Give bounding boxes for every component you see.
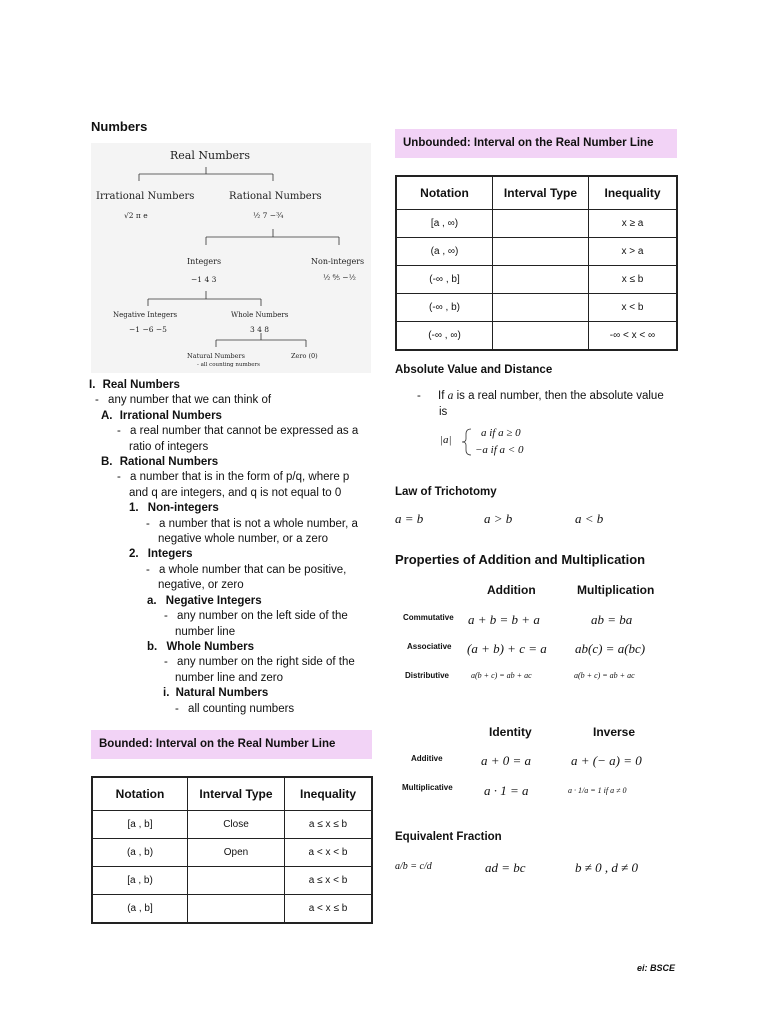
table-cell: [493, 266, 589, 294]
tree-non-integers-examples: ½ ⁶⁄₅ −½: [323, 273, 356, 282]
outline-i-title: Real Numbers: [102, 379, 180, 391]
outline-text: negative whole number, or a zero: [158, 533, 329, 546]
outline-b-desc: [89, 470, 374, 485]
associative-addition: (a + b) + c = a: [467, 641, 547, 656]
outline-b-desc-cont: [89, 486, 374, 501]
tree-whole-numbers: Whole Numbers: [231, 311, 289, 319]
tree-integers-examples: −1 4 3: [191, 275, 217, 284]
label-additive: Additive: [411, 754, 443, 763]
label-commutative: Commutative: [403, 613, 454, 622]
outline-b-title: Rational Numbers: [119, 456, 219, 469]
tree-real-numbers: Real Numbers: [170, 149, 250, 162]
outline-1-label: 1.: [129, 502, 139, 515]
table-row: [396, 294, 677, 322]
table-cell: [493, 322, 589, 351]
outline-text: all counting numbers: [188, 702, 295, 715]
table-cell: (-∞ , ∞): [396, 322, 493, 351]
absolute-case2: −a if a < 0: [475, 444, 524, 456]
outline-text: number line: [175, 625, 236, 638]
col-multiplication: Multiplication: [577, 583, 655, 597]
bullet-dash: -: [175, 702, 179, 715]
equivalent-fraction-expr: a/b = c/d: [395, 861, 432, 872]
trichotomy-eq-1: a = b: [395, 511, 424, 526]
bullet-dash: -: [146, 517, 150, 530]
table-row: [92, 839, 372, 867]
outline-2-desc: [89, 563, 374, 578]
absolute-text: is a real number, then the absolute value: [453, 390, 664, 402]
outline-text: number line and zero: [175, 671, 284, 684]
tree-negative-integers-examples: −1 −6 −5: [129, 325, 167, 334]
outline-text: any number on the right side of the: [177, 656, 355, 669]
bounded-col-notation: Notation: [92, 777, 188, 811]
absolute-value-heading: Absolute Value and Distance: [395, 364, 553, 376]
absolute-text: If: [438, 390, 448, 402]
outline-1-title: Non-integers: [147, 502, 219, 515]
table-cell: (a , b): [92, 839, 188, 867]
multiplicative-identity: a · 1 = a: [484, 783, 529, 798]
unbounded-col-notation: Notation: [396, 176, 493, 210]
table-cell: -∞ < x < ∞: [589, 322, 678, 351]
table-cell: [a , ∞): [396, 210, 493, 238]
trichotomy-eq-2: a > b: [484, 511, 513, 526]
outline-text: any number on the left side of the: [177, 610, 348, 623]
table-cell: Close: [188, 811, 285, 839]
outline-text: a number that is not a whole number, a: [159, 517, 358, 530]
table-row: [92, 811, 372, 839]
outline-text: ratio of integers: [129, 440, 209, 453]
outline-b-lower-desc-cont: [89, 671, 374, 686]
table-row: [92, 895, 372, 924]
tree-integers: Integers: [187, 257, 222, 266]
equivalent-fraction-eq2: b ≠ 0 , d ≠ 0: [575, 860, 639, 875]
table-cell: [493, 294, 589, 322]
table-cell: [493, 210, 589, 238]
outline-b: [89, 455, 374, 470]
outline-a-lower-title: Negative Integers: [165, 594, 262, 607]
bounded-banner: Bounded: Interval on the Real Number Line: [91, 730, 372, 759]
outline-a-desc-cont: [89, 440, 374, 455]
table-cell: x < b: [589, 294, 678, 322]
table-cell: x > a: [589, 238, 678, 266]
outline-i-label: I.: [89, 379, 96, 391]
table-row: [92, 867, 372, 895]
bullet-dash: -: [146, 563, 150, 576]
associative-multiplication: ab(c) = a(bc): [575, 641, 646, 656]
tree-natural-numbers-note: - all counting numbers: [197, 362, 260, 368]
absolute-value-line1: [417, 390, 664, 402]
table-cell: x ≥ a: [589, 210, 678, 238]
bullet-dash: -: [164, 656, 168, 669]
table-row: [396, 238, 677, 266]
tree-rational-examples: ½ 7 −¾: [253, 211, 284, 220]
distributive-multiplication: a(b + c) = ab + ac: [574, 671, 635, 680]
bullet-dash: -: [164, 610, 168, 623]
bullet-dash: -: [417, 390, 421, 402]
col-inverse: Inverse: [593, 725, 636, 739]
outline-b-label: B.: [101, 456, 113, 469]
tree-natural-numbers: Natural Numbers: [187, 352, 245, 360]
outline-1-desc-cont: [89, 532, 374, 547]
outline-a-title: Irrational Numbers: [119, 409, 222, 422]
bullet-dash: -: [117, 471, 121, 484]
number-classification-tree: [91, 143, 371, 373]
outline-text: negative, or zero: [158, 579, 244, 592]
outline-text: and q are integers, and q is not equal to 0: [129, 486, 342, 499]
table-row: [396, 266, 677, 294]
table-cell: a ≤ x ≤ b: [285, 811, 373, 839]
multiplicative-inverse: a · 1/a = 1 if a ≠ 0: [568, 786, 627, 795]
outline-b-lower: [89, 640, 374, 655]
table-cell: [188, 895, 285, 924]
tree-irrational-examples: √2 π e: [124, 211, 148, 220]
unbounded-col-inequality: Inequality: [589, 176, 678, 210]
outline-2: [89, 547, 374, 562]
outline-2-title: Integers: [147, 548, 193, 561]
col-addition: Addition: [487, 583, 536, 597]
outline-i-lower: [89, 686, 374, 701]
outline-text: any number that we can think of: [108, 394, 272, 407]
table-cell: (a , ∞): [396, 238, 493, 266]
bullet-dash: -: [117, 425, 121, 438]
bounded-table: [91, 776, 373, 924]
outline-b-lower-title: Whole Numbers: [166, 640, 254, 653]
outline-b-lower-label: b.: [147, 640, 158, 653]
additive-identity: a + 0 = a: [481, 753, 532, 768]
outline-a-label: A.: [101, 409, 113, 422]
table-cell: x ≤ b: [589, 266, 678, 294]
additive-inverse: a + (− a) = 0: [571, 753, 642, 768]
outline-i: [89, 378, 374, 393]
tree-rational-numbers: Rational Numbers: [229, 191, 322, 202]
outline-i-lower-label: i.: [163, 687, 170, 700]
outline-i-desc: [89, 393, 374, 408]
trichotomy-eq-3: a < b: [575, 511, 604, 526]
outline-a-desc: [89, 424, 374, 439]
table-cell: (-∞ , b): [396, 294, 493, 322]
equivalent-fraction-heading: Equivalent Fraction: [395, 831, 502, 843]
col-identity: Identity: [489, 725, 532, 739]
outline-b-lower-desc: [89, 655, 374, 670]
outline-i-lower-desc: [89, 702, 374, 717]
unbounded-banner: Unbounded: Interval on the Real Number Line: [395, 129, 677, 158]
distributive-addition: a(b + c) = ab + ac: [471, 671, 532, 680]
outline-2-desc-cont: [89, 578, 374, 593]
outline-a-lower-label: a.: [147, 594, 157, 607]
page-title: Numbers: [91, 119, 148, 134]
outline-text: a whole number that can be positive,: [159, 563, 347, 576]
table-cell: [a , b]: [92, 811, 188, 839]
table-cell: (-∞ , b]: [396, 266, 493, 294]
absolute-var: a: [447, 390, 454, 402]
trichotomy-heading: Law of Trichotomy: [395, 486, 497, 498]
table-cell: Open: [188, 839, 285, 867]
table-cell: [a , b): [92, 867, 188, 895]
table-cell: a ≤ x < b: [285, 867, 373, 895]
properties-heading: Properties of Addition and Multiplication: [395, 552, 646, 567]
bounded-header-row: [92, 777, 372, 811]
tree-irrational-numbers: Irrational Numbers: [96, 191, 195, 202]
absolute-case1: a if a ≥ 0: [481, 427, 521, 439]
table-cell: a < x ≤ b: [285, 895, 373, 924]
bullet-dash: -: [95, 394, 99, 407]
outline-a-lower-desc: [89, 609, 374, 624]
table-row: [396, 322, 677, 351]
label-multiplicative: Multiplicative: [402, 783, 453, 792]
tree-negative-integers: Negative Integers: [113, 311, 178, 319]
table-cell: (a , b]: [92, 895, 188, 924]
outline-a-lower-desc-cont: [89, 625, 374, 640]
real-numbers-outline: [89, 378, 374, 717]
label-distributive: Distributive: [405, 671, 450, 680]
outline-a: [89, 409, 374, 424]
tree-non-integers: Non-integers: [311, 257, 365, 266]
table-cell: [188, 867, 285, 895]
footer-credit: ei: BSCE: [637, 963, 676, 973]
tree-whole-numbers-examples: 3 4 8: [250, 325, 270, 334]
table-cell: a < x < b: [285, 839, 373, 867]
table-row: [396, 210, 677, 238]
outline-i-lower-title: Natural Numbers: [175, 687, 269, 700]
outline-a-lower: [89, 594, 374, 609]
unbounded-table: [395, 175, 678, 351]
equivalent-fraction-eq1: ad = bc: [485, 860, 526, 875]
commutative-multiplication: ab = ba: [591, 612, 633, 627]
absolute-value-line2: is: [439, 406, 448, 418]
table-cell: [493, 238, 589, 266]
brace-icon: [459, 428, 473, 456]
outline-text: a real number that cannot be expressed as a: [130, 425, 359, 438]
unbounded-col-interval-type: Interval Type: [493, 176, 589, 210]
unbounded-header-row: [396, 176, 677, 210]
absolute-lhs: |a|: [440, 434, 452, 446]
outline-1-desc: [89, 517, 374, 532]
outline-2-label: 2.: [129, 548, 139, 561]
tree-zero: Zero (0): [291, 352, 318, 360]
outline-text: a number that is in the form of p/q, where p: [130, 471, 350, 484]
label-associative: Associative: [407, 642, 452, 651]
bounded-col-inequality: Inequality: [285, 777, 373, 811]
outline-1: [89, 501, 374, 516]
bounded-col-interval-type: Interval Type: [188, 777, 285, 811]
commutative-addition: a + b = b + a: [468, 612, 540, 627]
